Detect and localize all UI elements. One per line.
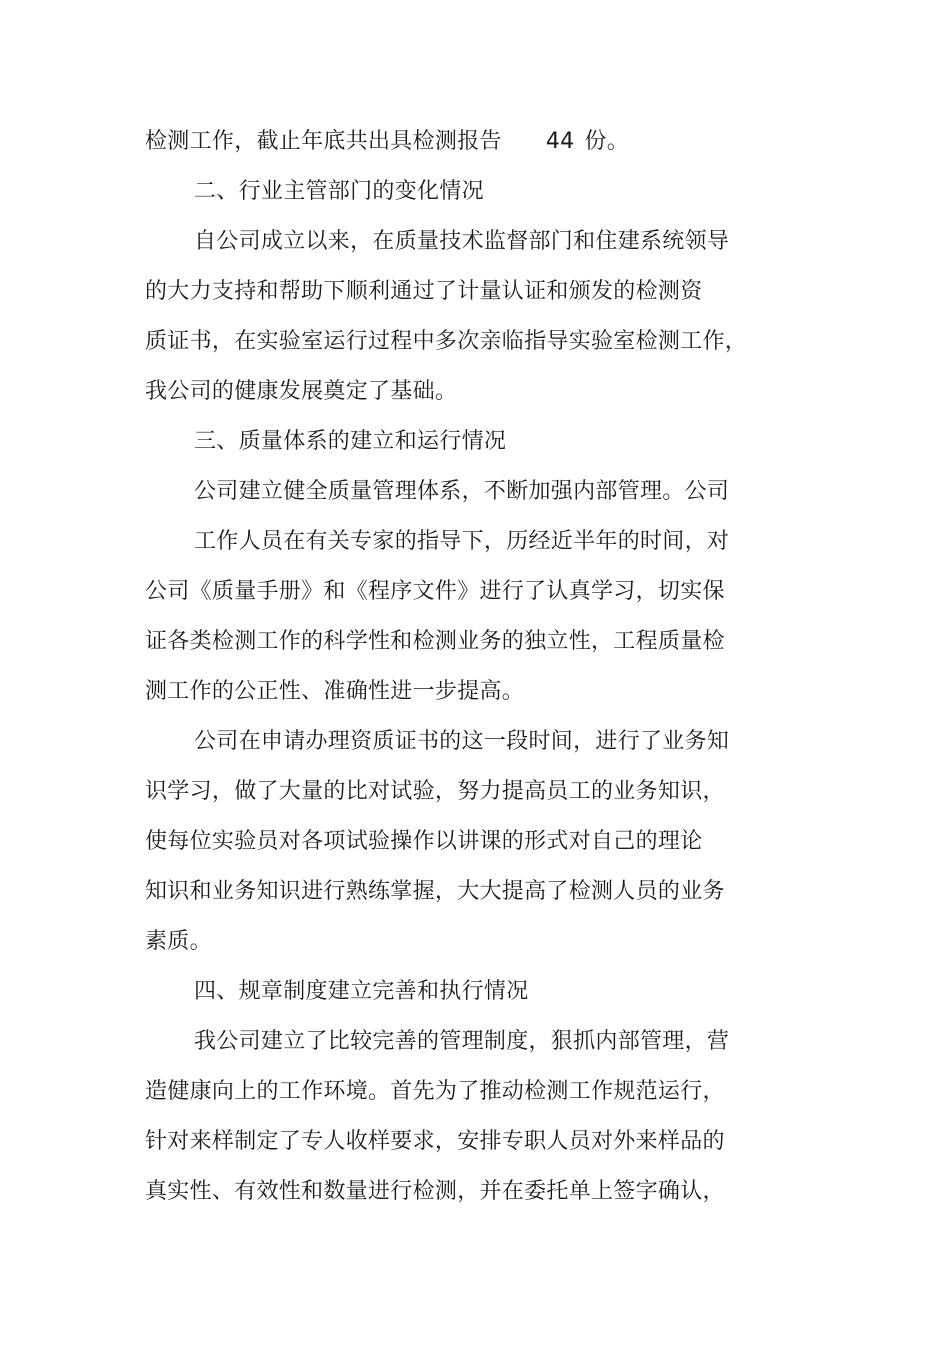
text-line-5: 质证书，在实验室运行过程中多次亲临指导实验室检测工作， (145, 329, 748, 354)
text-line-19: 我公司建立了比较完善的管理制度，狠抓内部管理，营 (194, 1029, 730, 1054)
text-line-21: 针对来样制定了专人收样要求，安排专职人员对外来样品的 (145, 1129, 725, 1154)
text-line-15: 使每位实验员对各项试验操作以讲课的形式对自己的理论 (145, 829, 703, 854)
section-heading-4: 四、规章制度建立完善和执行情况 (194, 979, 529, 1004)
section-heading-2: 二、行业主管部门的变化情况 (194, 179, 484, 204)
text-line-1-main: 检测工作，截止年底共出具检测报告 (145, 129, 502, 154)
text-line-6: 我公司的健康发展奠定了基础。 (145, 379, 458, 404)
text-line-16: 知识和业务知识进行熟练掌握，大大提高了检测人员的业务 (145, 879, 725, 904)
section-heading-3: 三、质量体系的建立和运行情况 (194, 429, 507, 454)
text-line-17: 素质。 (145, 929, 212, 954)
text-line-4: 的大力支持和帮助下顺利通过了计量认证和颁发的检测资 (145, 279, 703, 304)
report-count-suffix: 份。 (584, 129, 630, 154)
text-line-20: 造健康向上的工作环境。首先为了推动检测工作规范运行， (145, 1079, 725, 1104)
text-line-9: 工作人员在有关专家的指导下，历经近半年的时间，对 (194, 529, 730, 554)
text-line-14: 识学习，做了大量的比对试验，努力提高员工的业务知识， (145, 779, 725, 804)
text-line-3: 自公司成立以来，在质量技术监督部门和住建系统领导 (194, 229, 730, 254)
text-line-13: 公司在申请办理资质证书的这一段时间，进行了业务知 (194, 729, 730, 754)
text-line-11: 证各类检测工作的科学性和检测业务的独立性，工程质量检 (145, 629, 725, 654)
text-line-22: 真实性、有效性和数量进行检测，并在委托单上签字确认， (145, 1179, 725, 1204)
report-count: 44 (545, 129, 575, 154)
text-line-12: 测工作的公正性、准确性进一步提高。 (145, 679, 525, 704)
text-line-1 (145, 117, 765, 167)
text-line-10: 公司《质量手册》和《程序文件》进行了认真学习，切实保 (145, 579, 725, 604)
text-line-8: 公司建立健全质量管理体系，不断加强内部管理。公司 (194, 479, 730, 504)
